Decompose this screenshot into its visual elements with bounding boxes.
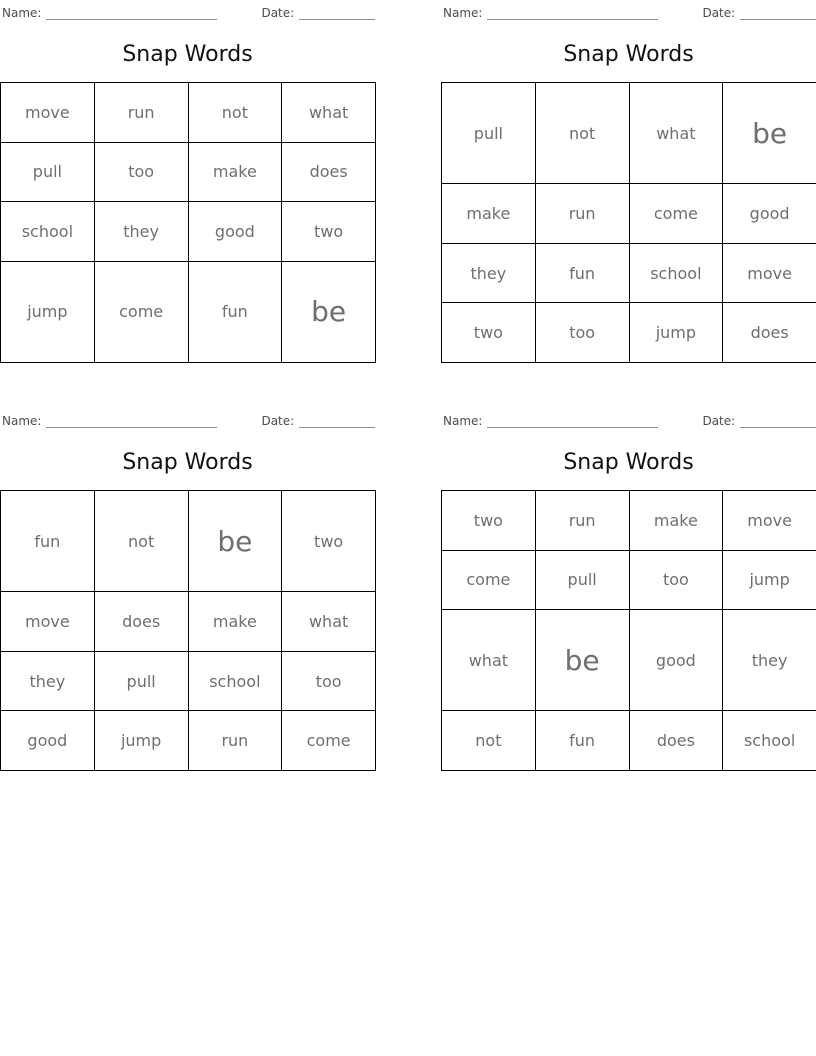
date-fill-line — [740, 6, 816, 20]
word-cell: be — [723, 83, 816, 184]
word-cell: what — [442, 610, 536, 711]
word-cell: move — [723, 243, 816, 303]
worksheet-card-2 — [441, 0, 816, 408]
word-cell: not — [535, 83, 629, 184]
word-cell: two — [282, 491, 376, 592]
grid-row — [1, 83, 376, 143]
word-cell: what — [282, 592, 376, 652]
grid-row — [442, 243, 816, 303]
grid-row — [442, 550, 816, 610]
word-cell: school — [1, 202, 95, 262]
word-cell: good — [188, 202, 282, 262]
word-cell: too — [535, 303, 629, 363]
grid-row — [442, 711, 816, 771]
word-cell: move — [723, 491, 816, 551]
word-cell: come — [282, 711, 376, 771]
word-cell: two — [442, 303, 536, 363]
word-cell: make — [188, 142, 282, 202]
card-title: Snap Words — [122, 450, 253, 475]
word-cell: two — [282, 202, 376, 262]
word-cell: fun — [1, 491, 95, 592]
word-cell: not — [94, 491, 188, 592]
card-title: Snap Words — [563, 450, 694, 475]
card-title: Snap Words — [563, 42, 694, 67]
card-header — [2, 412, 377, 428]
grid-row — [442, 184, 816, 244]
name-fill-line — [487, 6, 658, 20]
word-cell: does — [723, 303, 816, 363]
word-cell: be — [188, 491, 282, 592]
word-cell: they — [1, 651, 95, 711]
date-label: Date: — [702, 6, 736, 20]
card-header — [443, 412, 816, 428]
date-label: Date: — [261, 6, 295, 20]
word-cell: good — [629, 610, 723, 711]
word-cell: run — [535, 184, 629, 244]
word-cell: does — [629, 711, 723, 771]
word-cell: pull — [94, 651, 188, 711]
word-cell: does — [94, 592, 188, 652]
word-cell: jump — [629, 303, 723, 363]
word-cell: too — [629, 550, 723, 610]
word-cell: too — [94, 142, 188, 202]
worksheet-card-1 — [0, 0, 377, 408]
word-cell: two — [442, 491, 536, 551]
grid-row — [1, 592, 376, 652]
word-cell: fun — [188, 261, 282, 362]
word-cell: pull — [535, 550, 629, 610]
word-cell: make — [629, 491, 723, 551]
word-cell: come — [629, 184, 723, 244]
word-cell: jump — [723, 550, 816, 610]
date-label: Date: — [702, 414, 736, 428]
word-cell: run — [94, 83, 188, 143]
grid-row — [1, 261, 376, 362]
name-fill-line — [46, 6, 217, 20]
date-label: Date: — [261, 414, 295, 428]
word-cell: not — [188, 83, 282, 143]
worksheet-card-3 — [0, 408, 377, 816]
name-fill-line — [487, 414, 658, 428]
word-cell: make — [442, 184, 536, 244]
card-header — [443, 4, 816, 20]
grid-row — [442, 610, 816, 711]
word-grid — [441, 82, 816, 363]
word-cell: school — [723, 711, 816, 771]
date-fill-line — [740, 414, 816, 428]
word-cell: school — [629, 243, 723, 303]
word-cell: does — [282, 142, 376, 202]
grid-row — [1, 711, 376, 771]
date-fill-line — [299, 414, 375, 428]
word-cell: run — [188, 711, 282, 771]
grid-row — [1, 651, 376, 711]
word-cell: come — [94, 261, 188, 362]
word-cell: come — [442, 550, 536, 610]
word-cell: move — [1, 83, 95, 143]
word-cell: jump — [1, 261, 95, 362]
name-label: Name: — [443, 6, 483, 20]
word-grid — [0, 82, 376, 363]
word-cell: be — [535, 610, 629, 711]
worksheet-card-4 — [441, 408, 816, 816]
grid-row — [1, 142, 376, 202]
word-cell: not — [442, 711, 536, 771]
word-cell: run — [535, 491, 629, 551]
name-label: Name: — [2, 6, 42, 20]
grid-row — [1, 491, 376, 592]
word-cell: they — [723, 610, 816, 711]
word-cell: fun — [535, 711, 629, 771]
word-cell: jump — [94, 711, 188, 771]
grid-row — [442, 303, 816, 363]
card-title: Snap Words — [122, 42, 253, 67]
word-cell: fun — [535, 243, 629, 303]
word-cell: they — [442, 243, 536, 303]
word-cell: pull — [1, 142, 95, 202]
word-cell: move — [1, 592, 95, 652]
word-cell: make — [188, 592, 282, 652]
word-cell: good — [723, 184, 816, 244]
date-fill-line — [299, 6, 375, 20]
word-cell: good — [1, 711, 95, 771]
word-cell: pull — [442, 83, 536, 184]
grid-row — [442, 491, 816, 551]
name-label: Name: — [443, 414, 483, 428]
grid-row — [442, 83, 816, 184]
word-grid — [441, 490, 816, 771]
word-cell: what — [629, 83, 723, 184]
name-fill-line — [46, 414, 217, 428]
word-cell: they — [94, 202, 188, 262]
word-grid — [0, 490, 376, 771]
word-cell: school — [188, 651, 282, 711]
word-cell: be — [282, 261, 376, 362]
name-label: Name: — [2, 414, 42, 428]
card-header — [2, 4, 377, 20]
grid-row — [1, 202, 376, 262]
word-cell: too — [282, 651, 376, 711]
word-cell: what — [282, 83, 376, 143]
